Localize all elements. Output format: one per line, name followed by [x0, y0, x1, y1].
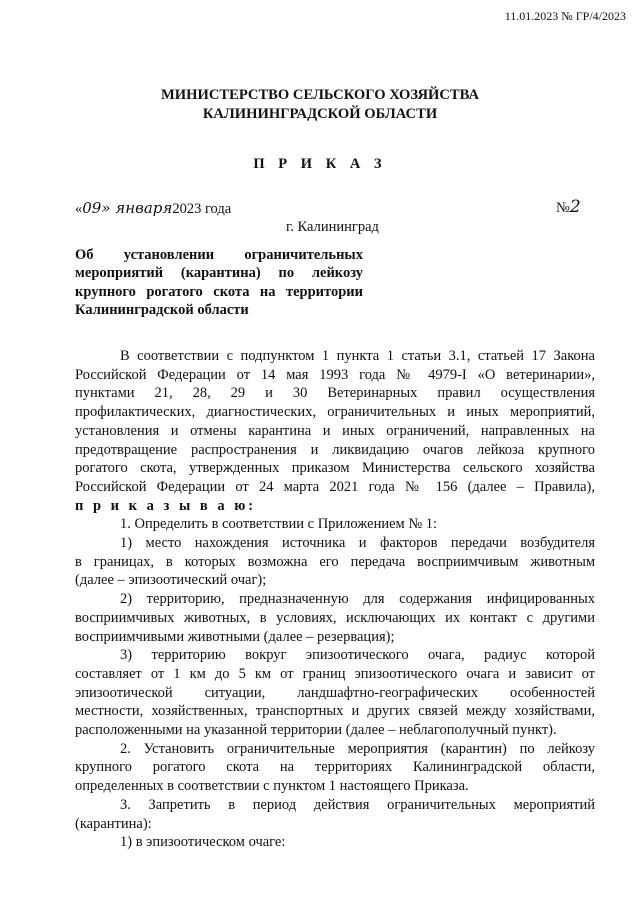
body-line: пунктами 21, 28, 29 и 30 Ветеринарных правил осуществления	[75, 385, 595, 402]
body-line: В соответствии с подпунктом 1 пункта 1 статьи 3.1, статьей 17 Закона	[120, 348, 595, 364]
document-title: П Р И К А З	[253, 156, 387, 172]
body-line: определенных в соответствии с пунктом 1 настоящего Приказа.	[75, 778, 469, 795]
body-line: (карантина):	[75, 815, 152, 832]
date-open-quote: «	[75, 201, 83, 217]
ministry-name	[0, 86, 640, 124]
body-line: установления и отмены карантина и иных ограничений, направленных на	[75, 422, 595, 439]
subject-line: крупного рогатого скота на территории	[75, 283, 363, 300]
item-3-sub-1: 1) в эпизоотическом очаге:	[120, 834, 286, 851]
subject-line: мероприятий (карантина) по лейкозу	[75, 265, 363, 282]
order-body	[75, 347, 595, 852]
order-date	[75, 199, 231, 218]
body-line: Российской Федерации от 24 марта 2021 года № 156 (далее – Правила),	[75, 478, 595, 495]
ministry-line-2: КАЛИНИНГРАДСКОЙ ОБЛАСТИ	[202, 106, 438, 122]
body-line: составляет от 1 км до 5 км от границ эпизоотического очага и зависит от	[75, 665, 595, 682]
body-line: восприимчивыми животными (далее – резервация);	[75, 628, 395, 645]
body-line: эпизоотической ситуации, ландшафтно-географических особенностей	[75, 684, 595, 701]
body-line: крупного рогатого скота на территориях Калининградской области,	[75, 759, 595, 776]
body-line: рогатого скота, утвержденных приказом Министерства сельского хозяйства	[75, 460, 595, 477]
body-line: 1) место нахождения источника и факторов передачи возбудителя	[120, 535, 595, 552]
ministry-line-1: МИНИСТЕРСТВО СЕЛЬСКОГО ХОЗЯЙСТВА	[160, 87, 480, 103]
body-line: профилактических, диагностических, ограничительных и иных мероприятий,	[75, 404, 595, 421]
handwritten-date: 09» января	[82, 199, 173, 217]
order-number	[556, 197, 581, 217]
body-line: местности, хозяйственных, транспортных и других связей между хозяйствами,	[75, 703, 595, 720]
body-line: восприимчивых животных, в условиях, исключающих их контакт с другими	[75, 609, 595, 626]
body-line: расположенными на указанной территории (далее – неблагополучный пункт).	[75, 722, 557, 739]
item-2: 2. Установить ограничительные мероприятия (карантин) по лейкозу	[120, 740, 595, 757]
city: г. Калининград	[286, 219, 379, 235]
subject-line: Калининградской области	[75, 302, 249, 319]
date-year: 2023 года	[172, 201, 232, 217]
body-line: предотвращение распространения и ликвидацию очагов лейкоза крупного	[75, 441, 595, 458]
body-line: (далее – эпизоотический очаг);	[75, 572, 267, 589]
registration-number: 11.01.2023 № ГР/4/2023	[504, 9, 626, 23]
item-3: 3. Запретить в период действия ограничительных мероприятий	[120, 796, 595, 813]
body-line: 2) территорию, предназначенную для содержания инфицированных	[120, 591, 595, 608]
order-subject	[75, 246, 363, 320]
handwritten-number: 2	[569, 197, 581, 217]
body-line: в границах, в которых возможна его передача восприимчивым животным	[75, 553, 595, 570]
body-line: 3) территорию вокруг эпизоотического очага, радиус которой	[120, 647, 595, 664]
prikazyvayu-word: п р и к а з ы в а ю:	[75, 497, 257, 514]
number-sign: №	[556, 200, 570, 216]
body-line: Российской Федерации от 14 мая 1993 года № 4979-I «О ветеринарии»,	[75, 366, 595, 383]
item-1: 1. Определить в соответствии с Приложением № 1:	[120, 516, 438, 533]
subject-line: Об установлении ограничительных	[75, 247, 363, 263]
